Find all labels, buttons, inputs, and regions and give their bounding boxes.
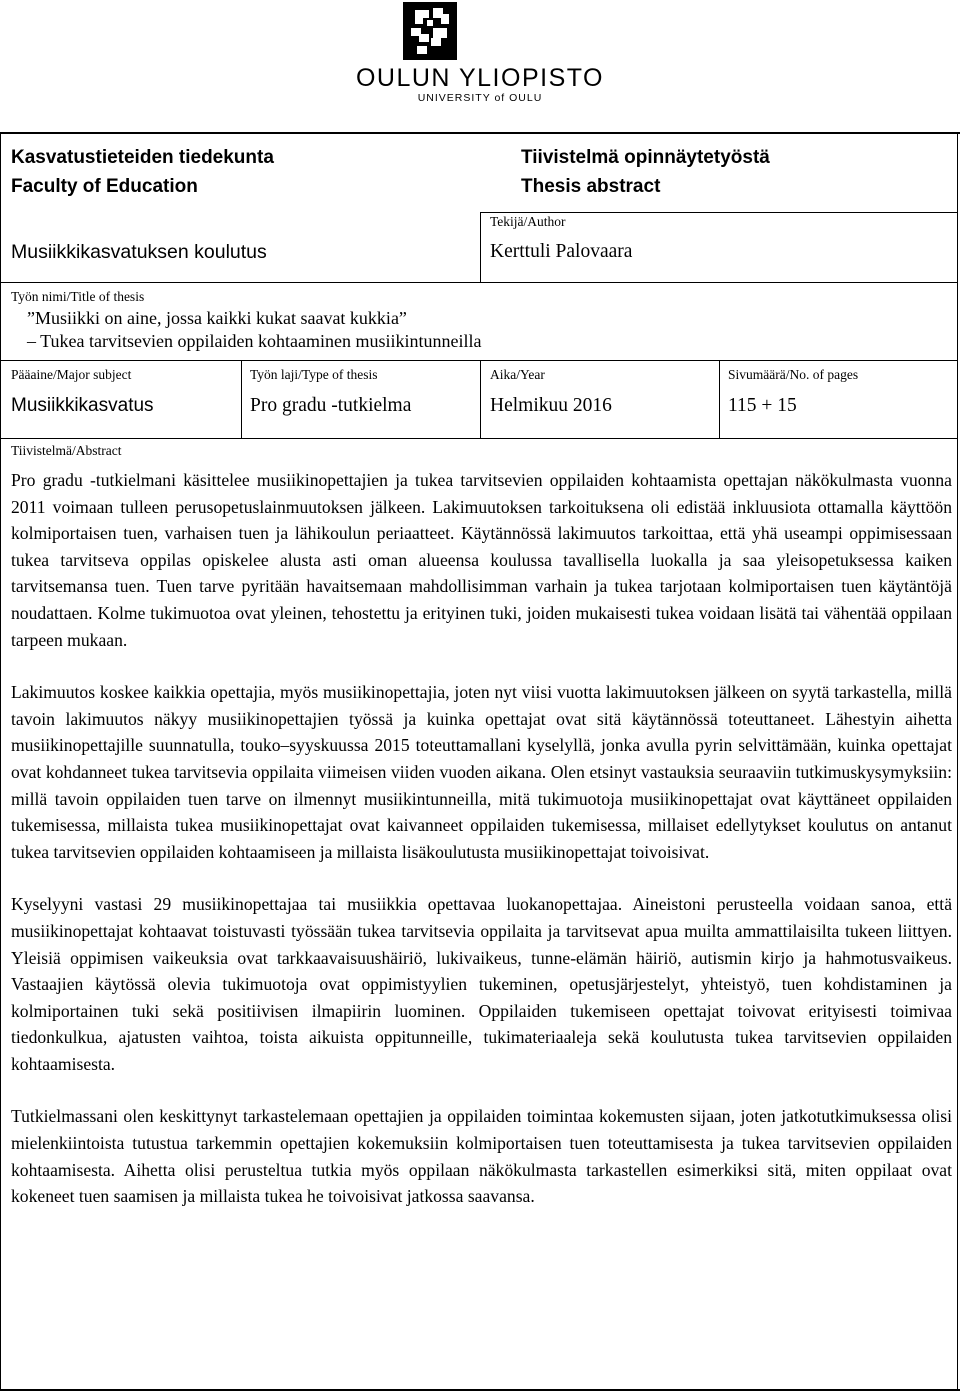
thesis-title-line2: – Tukea tarvitsevien oppilaiden kohtaaminen musiikintunneilla bbox=[27, 331, 482, 351]
abstract-paragraph: Lakimuutos koskee kaikkia opettajia, myös musiikinopettajia, joten nyt viisi vuotta lakimuutoksen jälkeen on syytä tarkastella, millä tavoin lakimuutos näkyy musiikinopettajien työssä ja kuinka opettajat ovat sitä käytännössä toteuttaneet. Lähestyin aihetta musiikinopettajille suunnatulla, touko–syyskuussa 2015 toteuttamallani kyselyllä, jonka avulla pyrin selvittämään, kuinka opettajat ovat kohdanneet tukea tarvitsevia oppilaita viimeisen viiden vuoden aikana. Olen etsinyt vastauksia seuraaviin tutkimuskysymyksiin: millä tavoin oppilaiden tuen tarve on ilmennyt musiikintunneilla, mitä tukimuotoja musiikinopettajat ovat käyttäneet oppilaiden tukemisessa, millaista tukea musiikinopettajat ovat kaivanneet oppilaiden tukemisessa, millaiset edellytykset koulutus on antanut tukea tarvitsevien oppilaiden kohtaamiseen ja millaista lisäkoulutusta musiikinopettajat toivoisivat. bbox=[11, 682, 952, 862]
title-label: Työn nimi/Title of thesis bbox=[11, 289, 145, 304]
abstract-paragraph: Pro gradu -tutkielmani käsittelee musiikinopettajien ja tukea tarvitsevien oppilaiden kohtaamista opettajan näkökulmasta vuonna 2011 voimaan tulleen perusopetuslainmuutoksen jälkeen. Lakimuutoksen tarkoituksena oli edistää inkluusiota ottamalla käyttöön kolmiportaisen tuen, varhaisen tuen ja lähikoulun periaatteet. Käytännössä lakimuutos tarkoittaa, että yhä useampi oppimisessaan tukea tarvitseva oppilas opiskelee alusta asti oman alueensa koulussa tavallisella luokalla ja saa yleisopetuksessa kaiken tarvitsemansa tuen. Tuen tarve pyritään havaitsemaan mahdollisimman varhain ja tukea tarjotaan kolmiportaisen tuen käytäntöjä noudattaen. Kolme tukimuotoa ovat yleinen, tehostettu ja erityinen tuki, joiden mukaisesti tukea voidaan lisätä tai vähentää oppilaan tarpeen mukaan. bbox=[11, 470, 952, 650]
abstract-body bbox=[11, 467, 952, 1236]
abstract-paragraph: Tutkielmassani olen keskittynyt tarkastelemaan opettajien ja oppilaiden toimintaa kokemusten sijaan, joten jatkotutkimuksessa olisi mielenkiintoista tutustua tarkemmin opettajien kokemuksiin kolmiportaisen tuen toteuttamisesta ja tukea tarvitsevien oppilaiden kohtaamisesta. Aihetta olisi perusteltua tutkia myös oppilaan näkökulmasta tarkastellen esimerkiksi sitä, miten oppilaat ovat kokeneet tuen saamisen ja millaista tukea he toivoisivat jatkossa saavansa. bbox=[11, 1106, 952, 1207]
oulu-university-emblem-icon bbox=[403, 2, 457, 60]
page-count: 115 + 15 bbox=[728, 395, 797, 416]
thesis-year: Helmikuu 2016 bbox=[490, 395, 612, 416]
degree-programme: Musiikkikasvatuksen koulutus bbox=[11, 241, 267, 263]
faculty-name-en: Faculty of Education bbox=[11, 176, 198, 197]
document-type-en: Thesis abstract bbox=[521, 176, 661, 197]
abstract-paragraph: Kyselyyni vastasi 29 musiikinopettajaa tai musiikkia opettavaa luokanopettajaa. Aineistoni perusteella voidaan sanoa, että musiikinopettajat kohtaavat toistuvasti työssään tukea tarvitsevia oppilaita ja tarvitsevat apua muilta ammattilaisilta tukeen liittyen. Yleisiä oppimisen vaikeuksia ovat tarkkaavaisuushäiriö, lukivaikeus, tunne-elämän häiriö, autismin kirjo ja hahmotusvaikeus. Vastaajien käytössä olevia tukimuotoja ovat oppimistyylien tukeminen, opetusjärjestelyt, yhteistyö, tuen kohdistaminen ja kolmiportainen tuki sekä positiivisen ilmapiirin luominen. Oppilaiden tukemiseen opettajat toivovat erityisesti toimivaa tiedonkulkua, ajatusten vaihtoa, toista aikuista oppitunneille, tukimateriaaleja sekä koulutusta tukea tarvitsevien oppilaiden kohtaamisesta. bbox=[11, 894, 952, 1074]
university-logo bbox=[0, 0, 960, 115]
author-name: Kerttuli Palovaara bbox=[490, 241, 633, 262]
thesis-type-label: Työn laji/Type of thesis bbox=[250, 367, 378, 382]
thesis-title-line1: ”Musiikki on aine, jossa kaikki kukat saavat kukkia” bbox=[27, 308, 407, 328]
author-label: Tekijä/Author bbox=[490, 214, 566, 229]
thesis-type: Pro gradu -tutkielma bbox=[250, 395, 412, 416]
document-type-fi: Tiivistelmä opinnäytetyöstä bbox=[521, 147, 770, 168]
year-label: Aika/Year bbox=[490, 367, 545, 382]
major-subject: Musiikkikasvatus bbox=[11, 395, 154, 416]
major-subject-label: Pääaine/Major subject bbox=[11, 367, 132, 382]
page-count-label: Sivumäärä/No. of pages bbox=[728, 367, 859, 382]
university-name: OULUN YLIOPISTO bbox=[355, 64, 605, 92]
faculty-name-fi: Kasvatustieteiden tiedekunta bbox=[11, 147, 274, 168]
abstract-label: Tiivistelmä/Abstract bbox=[11, 443, 122, 458]
university-subtitle: UNIVERSITY of OULU bbox=[417, 92, 543, 104]
